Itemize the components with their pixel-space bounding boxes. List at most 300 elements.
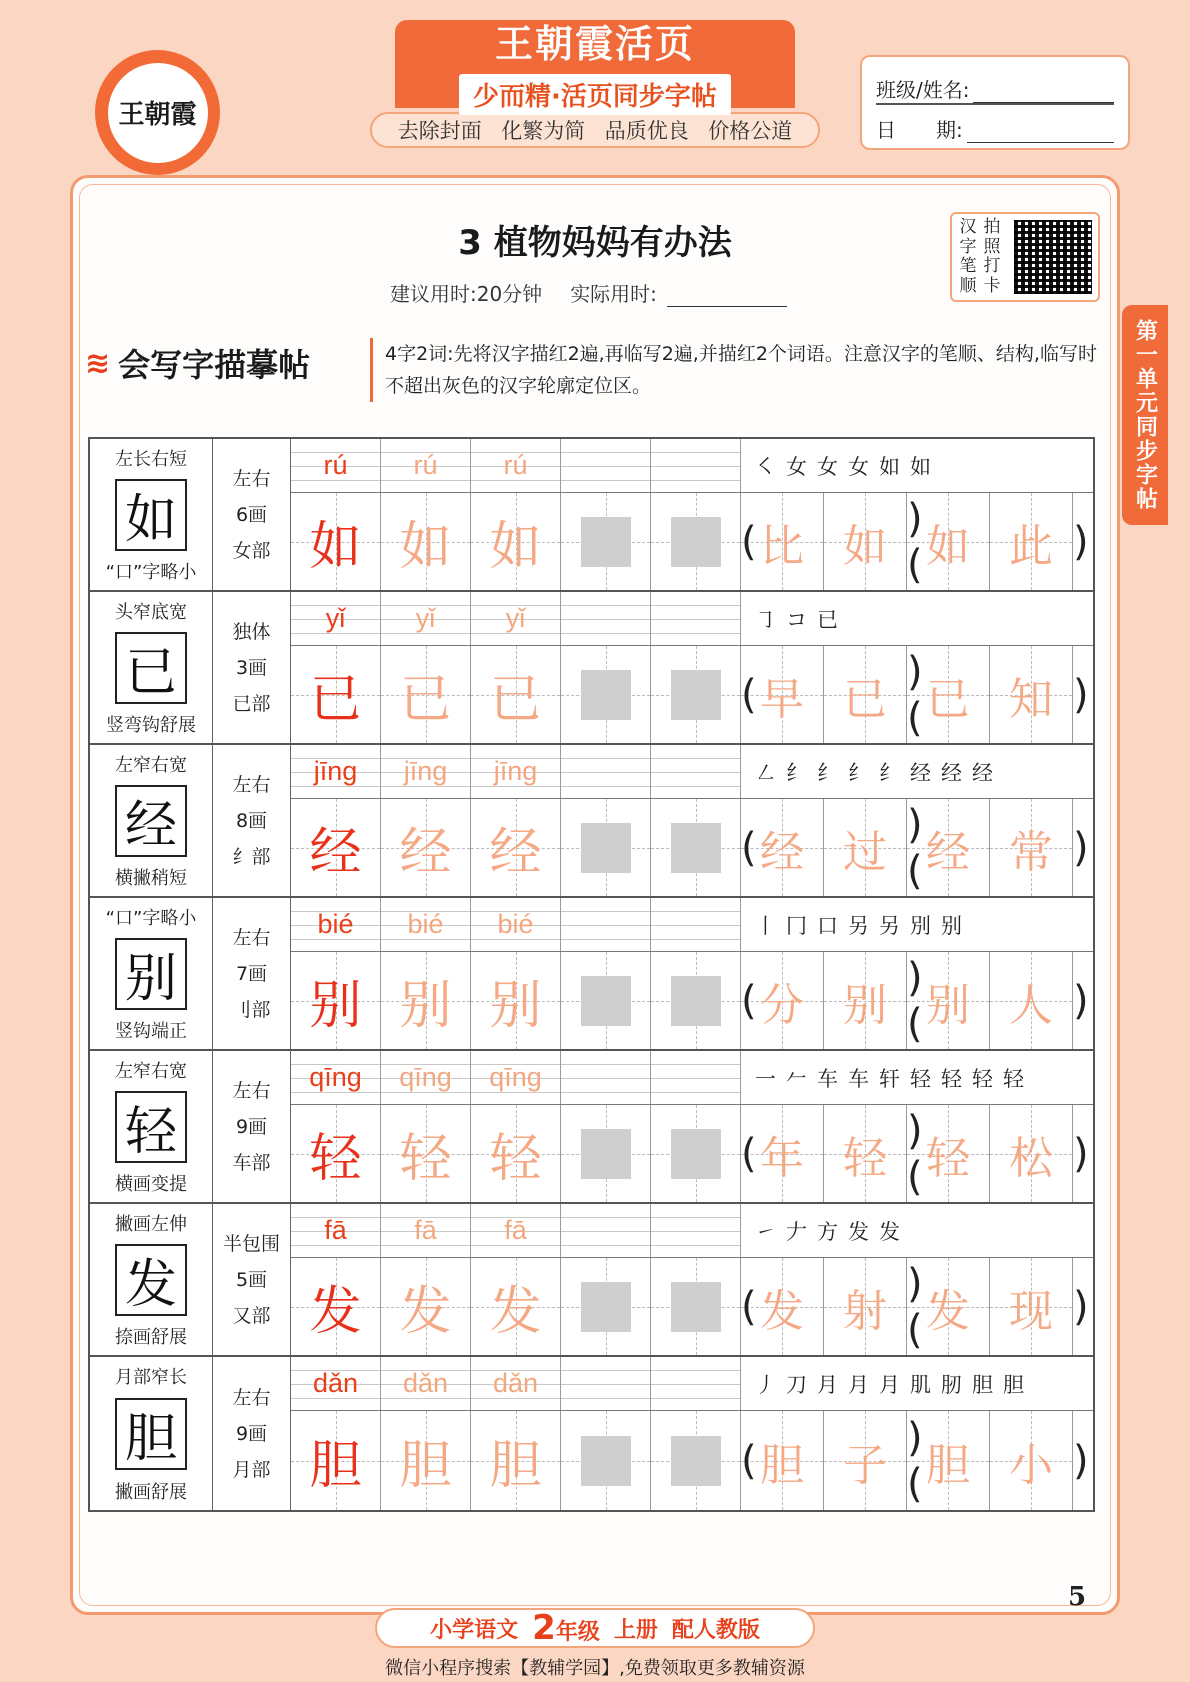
unit-side-tab: 第一单元同步字帖	[1122, 305, 1168, 525]
character-row	[90, 1204, 1093, 1357]
model-character: 轻	[115, 1091, 187, 1163]
word-cell[interactable]	[824, 952, 907, 1049]
word-character: 如	[926, 520, 970, 572]
lesson-title: 3 植物妈妈有办法	[458, 223, 732, 263]
word-character: 已	[843, 673, 887, 725]
radical-label: 纟部	[232, 845, 271, 868]
stroke-order	[741, 1204, 1093, 1257]
practice-column	[291, 898, 1093, 1049]
stroke-step: ㇛	[755, 454, 776, 479]
stroke-step: 轩	[879, 1066, 900, 1091]
pinyin-trace[interactable]: fā	[471, 1204, 561, 1257]
outline-placeholder	[671, 517, 721, 567]
pinyin-blank[interactable]	[651, 1051, 741, 1104]
word-cell[interactable]	[990, 493, 1073, 590]
word-character: 经	[760, 826, 804, 878]
radical-label: 车部	[232, 1151, 271, 1174]
pinyin-blank[interactable]	[561, 1204, 651, 1257]
instructions: 4字2词:先将汉字描红2遍,再临写2遍,并描红2个词语。注意汉字的笔顺、结构,临写时不超出灰色的汉字轮廓定位区。	[370, 338, 1110, 402]
pinyin-blank[interactable]	[651, 898, 741, 951]
logo-text: 王朝霞	[108, 63, 208, 163]
info-column	[213, 1051, 291, 1202]
section-heading	[85, 340, 310, 386]
stroke-step: 轻	[1003, 1066, 1024, 1091]
slogan: 价格公道	[708, 119, 793, 143]
practice-column	[291, 1357, 1093, 1510]
outline-placeholder	[671, 823, 721, 873]
practice-grid	[88, 437, 1095, 1512]
copy-cell[interactable]	[561, 799, 651, 896]
pinyin-blank[interactable]	[561, 745, 651, 798]
pinyin-trace[interactable]: qīng	[381, 1051, 471, 1104]
tip-top: “口”字略小	[105, 908, 197, 929]
stroke-step: 发	[848, 1219, 869, 1244]
stroke-step: 一	[755, 1066, 776, 1091]
stroke-step: 月	[879, 1372, 900, 1397]
character-row-cells: 经 经 经 ( 经 过 )( 经 常 )	[291, 799, 1093, 896]
pinyin-blank[interactable]	[561, 592, 651, 645]
word-cell[interactable]	[824, 799, 907, 896]
pinyin-trace[interactable]: rú	[381, 439, 471, 492]
pinyin-row	[291, 1357, 1093, 1411]
tip-bottom: “口”字略小	[105, 562, 197, 583]
red-character: 经	[309, 823, 362, 883]
info-column	[213, 1204, 291, 1355]
word-character: 已	[926, 673, 970, 725]
stroke-step: 纟	[786, 760, 807, 785]
copy-cell[interactable]	[651, 646, 741, 743]
tip-top: 月部窄长	[115, 1367, 187, 1388]
trace-cell[interactable]	[471, 646, 561, 743]
model-column	[90, 1204, 213, 1355]
info-column	[213, 439, 291, 590]
pinyin-trace[interactable]: fā	[381, 1204, 471, 1257]
stroke-step: 月	[817, 1372, 838, 1397]
stroke-step: 另	[879, 913, 900, 938]
wave-icon: ≋	[85, 345, 111, 381]
pinyin-trace[interactable]: jīng	[471, 745, 561, 798]
word-character: 别	[926, 979, 970, 1031]
word-cell[interactable]	[990, 1411, 1073, 1510]
tip-bottom: 撇画舒展	[115, 1482, 187, 1503]
trace-character: 发	[489, 1282, 542, 1342]
word-character: 别	[843, 979, 887, 1031]
pinyin-row	[291, 592, 1093, 646]
pinyin-blank[interactable]	[561, 1051, 651, 1104]
stroke-step: 经	[910, 760, 931, 785]
outline-placeholder	[671, 1129, 721, 1179]
model-column	[90, 745, 213, 896]
character-row	[90, 745, 1093, 898]
trace-character: 如	[489, 517, 542, 577]
trace-cell[interactable]	[471, 1411, 561, 1510]
stroke-order	[741, 745, 1093, 798]
copy-cell[interactable]	[561, 1258, 651, 1355]
footer-badge	[375, 1608, 815, 1648]
red-character: 胆	[309, 1436, 362, 1496]
pinyin-trace[interactable]: bié	[471, 898, 561, 951]
page-number: 5	[1068, 1582, 1087, 1612]
practice-column	[291, 745, 1093, 896]
word-cell[interactable]	[990, 799, 1073, 896]
pinyin-row	[291, 745, 1093, 799]
trace-character: 轻	[399, 1129, 452, 1189]
stroke-step: コ	[786, 607, 807, 632]
qr-char: 汉	[959, 217, 977, 237]
stroke-step: ㇀	[755, 1219, 776, 1244]
outline-placeholder	[671, 1436, 721, 1486]
character-row	[90, 898, 1093, 1051]
trace-cell[interactable]	[471, 493, 561, 590]
tip-bottom: 横撇稍短	[115, 868, 187, 889]
word-character: 过	[843, 826, 887, 878]
stroke-step: 𠂇	[786, 1219, 807, 1244]
qr-char: 字	[959, 236, 977, 257]
tip-top: 左窄右宽	[115, 755, 187, 776]
model-column	[90, 1357, 213, 1510]
trace-character: 轻	[489, 1129, 542, 1189]
stroke-order	[741, 1051, 1093, 1104]
red-character-cell	[291, 1411, 381, 1510]
stroke-step: 女	[817, 454, 838, 479]
trace-cell[interactable]	[381, 493, 471, 590]
trace-cell[interactable]	[471, 1105, 561, 1202]
tip-top: 左窄右宽	[115, 1061, 187, 1082]
character-row-cells: 轻 轻 轻 ( 年 轻 )( 轻 松 )	[291, 1105, 1093, 1202]
trace-cell[interactable]	[381, 799, 471, 896]
qr-char: 照	[983, 236, 1001, 257]
pinyin-blank[interactable]	[651, 1204, 741, 1257]
word-cell[interactable]	[990, 646, 1073, 743]
stroke-count: 9画	[235, 1422, 268, 1445]
header-banner	[395, 20, 795, 152]
pinyin-red: rú	[291, 439, 381, 492]
stroke-count: 3画	[235, 656, 268, 679]
class-name-field[interactable]	[973, 79, 1114, 103]
stroke-step: 另	[848, 913, 869, 938]
word-character: 小	[1009, 1439, 1053, 1491]
stroke-step: 冂	[786, 913, 807, 938]
outline-placeholder	[581, 1282, 631, 1332]
character-row-cells: 胆 胆 胆 ( 胆 子 )( 胆 小 )	[291, 1411, 1093, 1510]
tip-bottom: 竖弯钩舒展	[106, 715, 196, 736]
red-character: 轻	[309, 1129, 362, 1189]
pinyin-blank[interactable]	[651, 745, 741, 798]
trace-cell[interactable]	[471, 1258, 561, 1355]
word-cell[interactable]	[824, 493, 907, 590]
tip-top: 撇画左伸	[115, 1214, 187, 1235]
tip-top: 头窄底宽	[115, 602, 187, 623]
word-character: 现	[1009, 1285, 1053, 1337]
pinyin-red: qīng	[291, 1051, 381, 1104]
info-column	[213, 592, 291, 743]
character-row-cells: 已 已 已 ( 早 已 )( 已 知 )	[291, 646, 1093, 743]
stroke-step: 口	[817, 913, 838, 938]
practice-column	[291, 592, 1093, 743]
word-character: 胆	[926, 1439, 970, 1491]
model-column	[90, 439, 213, 590]
qr-panel	[950, 212, 1100, 302]
model-character: 如	[115, 479, 187, 551]
stroke-step: 车	[848, 1066, 869, 1091]
word-character: 轻	[843, 1132, 887, 1184]
stroke-step: 轻	[910, 1066, 931, 1091]
copy-cell[interactable]	[651, 1411, 741, 1510]
pinyin-trace[interactable]: yǐ	[381, 592, 471, 645]
character-row	[90, 1357, 1093, 1510]
word-character: 分	[760, 979, 804, 1031]
copy-cell[interactable]	[561, 1411, 651, 1510]
practice-column	[291, 1204, 1093, 1355]
stroke-step: 女	[786, 454, 807, 479]
word-cell[interactable]	[990, 952, 1073, 1049]
stroke-step: 如	[879, 454, 900, 479]
stroke-step: 经	[941, 760, 962, 785]
pinyin-trace[interactable]: yǐ	[471, 592, 561, 645]
stroke-count: 8画	[235, 809, 268, 832]
red-character: 别	[309, 976, 362, 1036]
trace-cell[interactable]	[381, 1411, 471, 1510]
qr-caption	[952, 214, 1008, 300]
footer-edition: 配人教版	[671, 1617, 760, 1643]
stroke-step: 纟	[848, 760, 869, 785]
pinyin-row	[291, 1204, 1093, 1258]
red-character: 已	[309, 670, 362, 730]
qr-char: 拍	[983, 217, 1001, 237]
date-label: 日 期:	[876, 118, 963, 142]
pinyin-blank[interactable]	[561, 439, 651, 492]
radical-label: 月部	[232, 1458, 271, 1481]
character-row	[90, 592, 1093, 745]
trace-cell[interactable]	[381, 952, 471, 1049]
pinyin-blank[interactable]	[561, 1357, 651, 1410]
stroke-step: 肌	[910, 1372, 931, 1397]
trace-character: 胆	[399, 1436, 452, 1496]
red-character-cell	[291, 1258, 381, 1355]
timing-row	[390, 278, 787, 307]
stroke-step: 刀	[786, 1372, 807, 1397]
trace-character: 别	[489, 976, 542, 1036]
trace-cell[interactable]	[381, 1258, 471, 1355]
stroke-step: 𠂉	[786, 1066, 807, 1091]
trace-character: 经	[489, 823, 542, 883]
suggested-time: 建议用时:20分钟	[390, 282, 543, 306]
stroke-step: 月	[848, 1372, 869, 1397]
stroke-step: 別	[910, 913, 931, 938]
stroke-order	[741, 898, 1093, 951]
radical-label: 刂部	[232, 998, 271, 1021]
structure-label: 左右	[232, 1386, 271, 1409]
pinyin-row	[291, 898, 1093, 952]
bottom-note: 微信小程序搜索【教辅学园】,免费领取更多教辅资源	[385, 1658, 805, 1679]
outline-placeholder	[581, 1436, 631, 1486]
outline-placeholder	[671, 976, 721, 1026]
slogan: 去除封面	[397, 119, 482, 143]
stroke-step: ㇜	[755, 760, 776, 785]
trace-cell[interactable]	[381, 1105, 471, 1202]
stroke-step: 丨	[755, 913, 776, 938]
copy-cell[interactable]	[561, 646, 651, 743]
outline-placeholder	[671, 670, 721, 720]
word-character: 子	[843, 1439, 887, 1491]
stroke-order	[741, 1357, 1093, 1410]
stroke-step: 经	[972, 760, 993, 785]
trace-cell[interactable]	[381, 646, 471, 743]
pinyin-row	[291, 1051, 1093, 1105]
stroke-count: 9画	[235, 1115, 268, 1138]
word-character: 年	[760, 1132, 804, 1184]
slogan: 化繁为简	[501, 119, 586, 143]
model-character: 经	[115, 785, 187, 857]
red-character-cell	[291, 799, 381, 896]
word-cell[interactable]	[824, 646, 907, 743]
info-column	[213, 1357, 291, 1510]
pinyin-trace[interactable]: bié	[381, 898, 471, 951]
copy-cell[interactable]	[651, 1105, 741, 1202]
pinyin-trace[interactable]: dǎn	[471, 1357, 561, 1410]
word-cell[interactable]	[824, 1258, 907, 1355]
word-character: 松	[1009, 1132, 1053, 1184]
stroke-step: 女	[848, 454, 869, 479]
brand-title: 王朝霞活页	[494, 21, 695, 66]
trace-character: 已	[399, 670, 452, 730]
copy-cell[interactable]	[651, 493, 741, 590]
copy-cell[interactable]	[561, 952, 651, 1049]
stroke-step: ㇆	[755, 607, 776, 632]
word-character: 胆	[760, 1439, 804, 1491]
copy-cell[interactable]	[651, 799, 741, 896]
stroke-step: 胆	[1003, 1372, 1024, 1397]
pinyin-blank[interactable]	[561, 898, 651, 951]
red-character: 发	[309, 1282, 362, 1342]
word-character: 常	[1009, 826, 1053, 878]
class-name-label: 班级/姓名:	[876, 78, 970, 102]
stroke-step: 丿	[755, 1372, 776, 1397]
stroke-count: 7画	[235, 962, 268, 985]
model-column	[90, 898, 213, 1049]
character-row-cells: 发 发 发 ( 发 射 )( 发 现 )	[291, 1258, 1093, 1355]
pinyin-trace[interactable]: jīng	[381, 745, 471, 798]
footer-subject: 小学语文	[430, 1617, 519, 1643]
trace-character: 已	[489, 670, 542, 730]
stroke-step: 发	[879, 1219, 900, 1244]
pinyin-red: yǐ	[291, 592, 381, 645]
footer-volume: 上册	[613, 1617, 658, 1643]
footer-grade: 2	[532, 1608, 556, 1648]
actual-time-field[interactable]	[667, 287, 787, 307]
slogan: 品质优良	[604, 119, 689, 143]
radical-label: 女部	[232, 539, 271, 562]
word-cell[interactable]	[990, 1105, 1073, 1202]
stroke-step: 轻	[972, 1066, 993, 1091]
qr-char: 笔	[959, 256, 977, 276]
structure-label: 左右	[232, 1079, 271, 1102]
word-cell[interactable]	[824, 1411, 907, 1510]
qr-char: 顺	[959, 275, 977, 296]
word-character: 人	[1009, 979, 1053, 1031]
trace-character: 经	[399, 823, 452, 883]
pinyin-red: dǎn	[291, 1357, 381, 1410]
word-character: 经	[926, 826, 970, 878]
copy-cell[interactable]	[561, 493, 651, 590]
pinyin-blank[interactable]	[651, 439, 741, 492]
info-column	[213, 898, 291, 1049]
pinyin-trace[interactable]: qīng	[471, 1051, 561, 1104]
word-cell[interactable]	[990, 1258, 1073, 1355]
structure-label: 左右	[232, 773, 271, 796]
model-column	[90, 1051, 213, 1202]
red-character-cell	[291, 646, 381, 743]
pinyin-red: jīng	[291, 745, 381, 798]
qr-char: 打	[983, 256, 1001, 276]
stroke-step: 胆	[972, 1372, 993, 1397]
qr-code-icon[interactable]	[1014, 220, 1092, 294]
structure-label: 左右	[232, 926, 271, 949]
model-column	[90, 592, 213, 743]
red-character-cell	[291, 952, 381, 1049]
stroke-order	[741, 439, 1093, 492]
date-field[interactable]	[967, 119, 1114, 143]
copy-cell[interactable]	[561, 1105, 651, 1202]
red-character-cell	[291, 1105, 381, 1202]
word-character: 如	[843, 520, 887, 572]
trace-character: 胆	[489, 1436, 542, 1496]
word-character: 此	[1009, 520, 1053, 572]
copy-cell[interactable]	[651, 1258, 741, 1355]
trace-cell[interactable]	[471, 952, 561, 1049]
pinyin-blank[interactable]	[651, 1357, 741, 1410]
structure-label: 独体	[232, 620, 271, 643]
radical-label: 又部	[232, 1304, 271, 1327]
outline-placeholder	[581, 1129, 631, 1179]
stroke-count: 6画	[235, 503, 268, 526]
word-character: 知	[1009, 673, 1053, 725]
footer-grade-unit: 年级	[555, 1620, 600, 1645]
stroke-step: 已	[817, 607, 838, 632]
outline-placeholder	[581, 823, 631, 873]
outline-placeholder	[671, 1282, 721, 1332]
stroke-step: 车	[817, 1066, 838, 1091]
pinyin-red: fā	[291, 1204, 381, 1257]
tip-top: 左长右短	[115, 449, 187, 470]
copy-cell[interactable]	[651, 952, 741, 1049]
stroke-step: 纟	[879, 760, 900, 785]
word-character: 早	[760, 673, 804, 725]
practice-column	[291, 1051, 1093, 1202]
stroke-step: 如	[910, 454, 931, 479]
character-row-cells: 如 如 如 ( 比 如 )( 如 此 )	[291, 493, 1093, 590]
pinyin-trace[interactable]: rú	[471, 439, 561, 492]
model-character: 胆	[115, 1398, 187, 1470]
trace-character: 发	[399, 1282, 452, 1342]
section-label: 会写字描摹帖	[118, 346, 311, 384]
qr-char: 卡	[983, 275, 1001, 296]
word-cell[interactable]	[824, 1105, 907, 1202]
tip-bottom: 捺画舒展	[115, 1327, 187, 1348]
model-character: 已	[115, 632, 187, 704]
trace-cell[interactable]	[471, 799, 561, 896]
slogan-bar	[370, 112, 820, 148]
stroke-count: 5画	[235, 1268, 268, 1291]
stroke-step: 纟	[817, 760, 838, 785]
character-row-cells: 别 别 别 ( 分 别 )( 别 人 )	[291, 952, 1093, 1049]
stroke-order	[741, 592, 1093, 645]
pinyin-blank[interactable]	[651, 592, 741, 645]
structure-label: 左右	[232, 467, 271, 490]
trace-character: 如	[399, 517, 452, 577]
outline-placeholder	[581, 976, 631, 1026]
pinyin-trace[interactable]: dǎn	[381, 1357, 471, 1410]
